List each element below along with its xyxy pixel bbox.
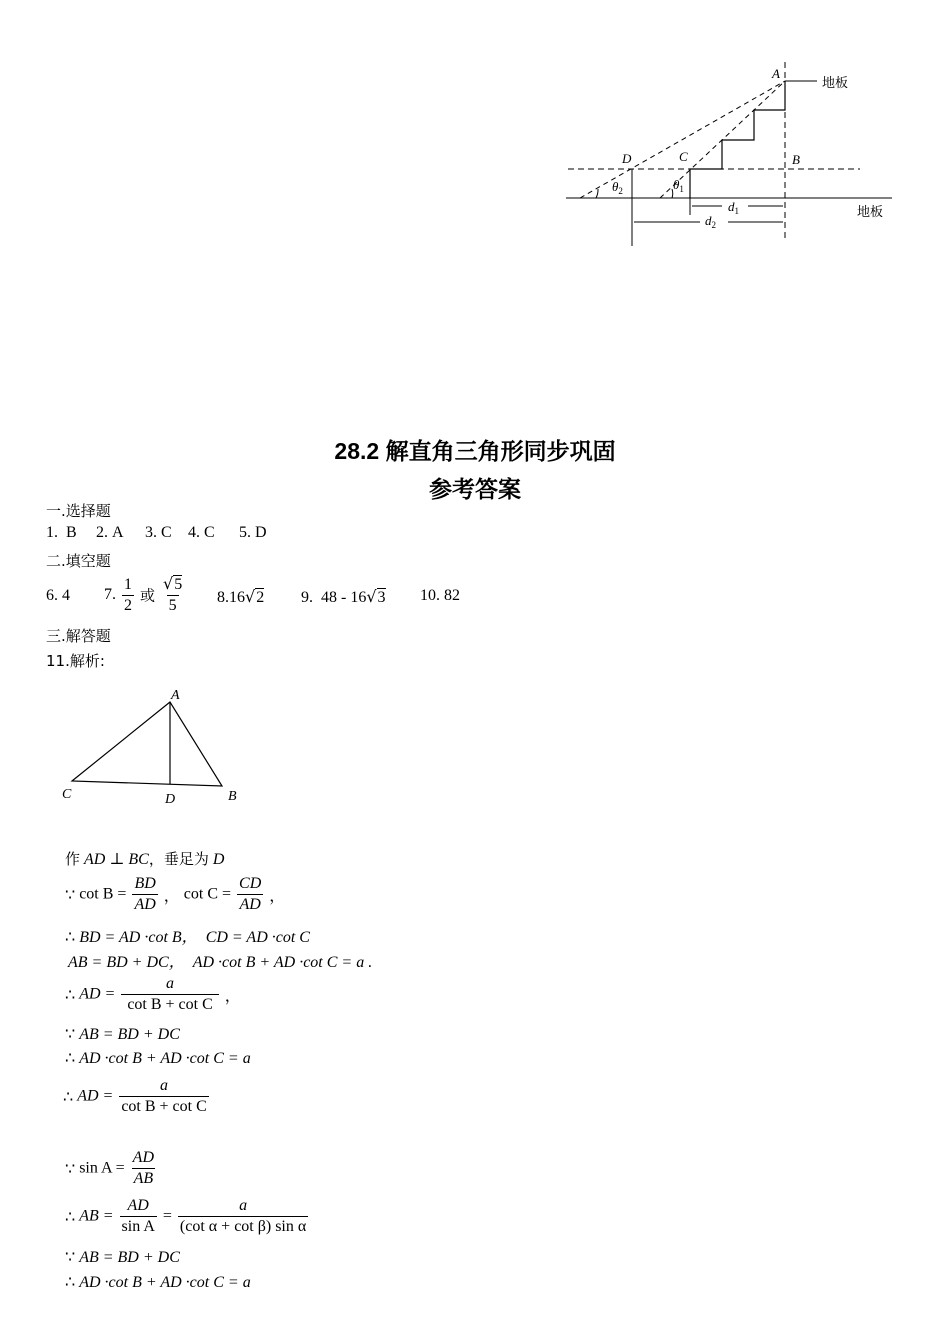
- solution-line-5: ∴ AD = $\frac{a}{\text{cot B + cot C}}$ ，: [65, 975, 241, 1013]
- answer-3: 3. C: [145, 524, 172, 541]
- tri-label-a: A: [171, 688, 180, 703]
- solution-line-2: ∵ cot B = $\frac{BD}{AD}$ ， cot C = $\frac{CD}{AD}$ ，: [65, 875, 286, 913]
- triangle-abc: [72, 702, 222, 786]
- label-d1: $d_1$: [728, 199, 739, 216]
- triangle-diagram: [55, 680, 255, 815]
- label-a: A: [772, 66, 780, 81]
- label-c: C: [679, 149, 688, 164]
- solution-line-8: ∴ AD = $\frac{a}{\text{cot B + cot C}}$: [63, 1077, 207, 1115]
- section3-heading: 三.解答题: [46, 627, 111, 645]
- solution-line-9: ∵ sin A = $\frac{AD}{AB}$: [65, 1149, 154, 1187]
- staircase-diagram: [560, 55, 900, 255]
- solution-line-6: ∵ AB = BD + DC: [65, 1024, 180, 1043]
- question-11-label: 11.解析:: [46, 652, 105, 670]
- tri-label-c: C: [62, 787, 72, 802]
- floor-label-bottom: 地板: [857, 205, 884, 220]
- stairs: [690, 81, 785, 198]
- label-d2: $d_2$: [705, 213, 716, 230]
- answer-1: 1. B: [46, 524, 77, 541]
- theta2-arc: [596, 189, 598, 198]
- tri-label-b: B: [228, 789, 237, 804]
- label-theta1: $\theta_1$: [673, 177, 684, 194]
- answer-2: 2. A: [96, 524, 124, 541]
- solution-line-1: 作 AD ⊥ BC，垂足为 D: [65, 850, 225, 868]
- label-theta2: $\theta_2$: [612, 179, 623, 196]
- answer-7: 7. $\frac{1}{2}$ 或 $\frac{√5}{5}$: [104, 574, 183, 614]
- solution-line-7: ∴ AD ·cot B + AD ·cot C = a: [65, 1048, 251, 1067]
- answer-8: 8.16√2: [217, 587, 265, 606]
- answer-4: 4. C: [188, 524, 215, 541]
- answer-10: 10. 82: [420, 587, 460, 604]
- solution-line-12: ∴ AD ·cot B + AD ·cot C = a: [65, 1272, 251, 1291]
- label-b: B: [792, 152, 800, 167]
- section1-heading: 一.选择题: [46, 502, 111, 520]
- solution-line-4: AB = BD + DC， AD ·cot B + AD ·cot C = a .: [68, 954, 373, 971]
- floor-label-top: 地板: [822, 76, 849, 91]
- tri-label-d: D: [165, 792, 176, 807]
- answer-6: 6. 4: [46, 587, 70, 604]
- answer-9: 9. 48 - 16√3: [301, 587, 386, 606]
- page-title: 28.2 解直角三角形同步巩固: [334, 438, 616, 464]
- solution-line-3: ∴ BD = AD ·cot B， CD = AD ·cot C: [65, 927, 310, 946]
- section2-heading: 二.填空题: [46, 552, 111, 570]
- label-d: D: [622, 151, 632, 166]
- page-subtitle: 参考答案: [429, 476, 521, 502]
- solution-line-11: ∵ AB = BD + DC: [65, 1247, 180, 1266]
- answer-5: 5. D: [239, 524, 267, 541]
- solution-line-10: ∴ AB = $\frac{AD}{\text{sin A}}$ = $\frac{a}{\text{(cot α + cot β) sin α}}$: [65, 1197, 307, 1235]
